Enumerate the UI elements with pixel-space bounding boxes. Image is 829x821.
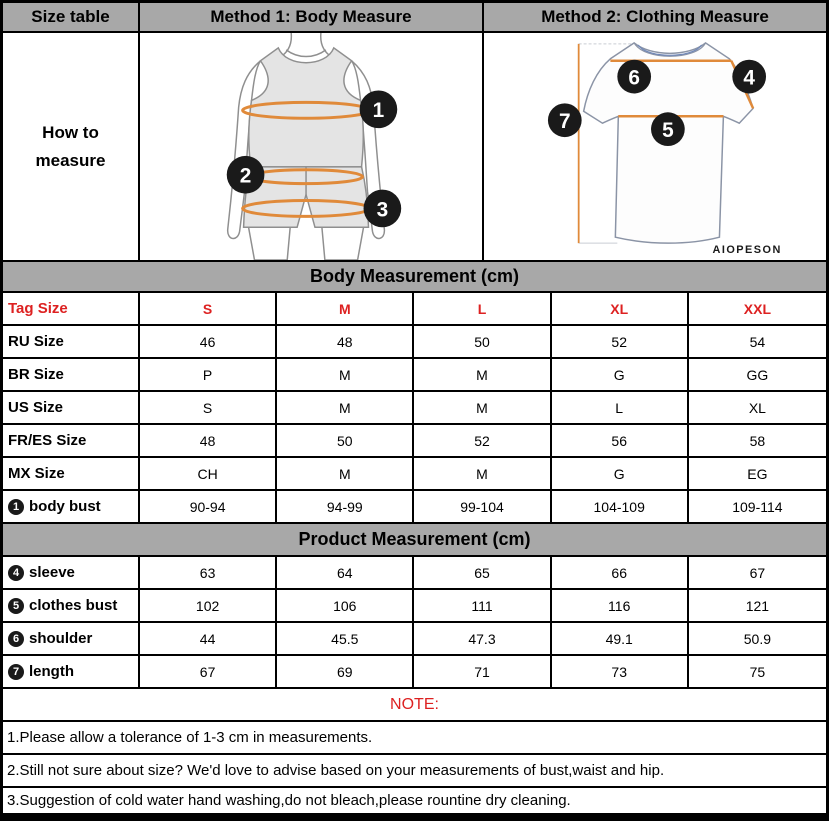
cell-value: M bbox=[414, 392, 551, 425]
body-diagram-svg bbox=[140, 33, 482, 260]
row-marker-badge: 4 bbox=[8, 565, 24, 581]
cell-value: 58 bbox=[689, 425, 826, 458]
svg-text:5: 5 bbox=[662, 119, 674, 143]
row-label bbox=[3, 590, 140, 623]
tag-size-label: Tag Size bbox=[3, 293, 140, 326]
cell-value: G bbox=[552, 458, 689, 491]
cell-value: 67 bbox=[689, 557, 826, 590]
svg-text:3: 3 bbox=[376, 198, 389, 222]
cell-value: 56 bbox=[552, 425, 689, 458]
cell-value: M bbox=[414, 359, 551, 392]
cell-value: 64 bbox=[277, 557, 414, 590]
row-label: US Size bbox=[3, 392, 140, 425]
note-title: NOTE: bbox=[3, 689, 826, 722]
row-label-text: body bust bbox=[29, 498, 101, 515]
shirt-marker-5 bbox=[651, 112, 685, 146]
cell-value: 66 bbox=[552, 557, 689, 590]
cell-value: GG bbox=[689, 359, 826, 392]
cell-value: 109-114 bbox=[689, 491, 826, 524]
chart-header-row bbox=[3, 3, 826, 33]
column-header: S bbox=[140, 293, 277, 326]
shirt-marker-7 bbox=[548, 103, 582, 137]
brand-label: AIOPESON bbox=[712, 244, 782, 257]
product-measurement-table bbox=[3, 557, 826, 689]
cell-value: 52 bbox=[414, 425, 551, 458]
notes-section bbox=[3, 722, 826, 813]
row-label bbox=[3, 557, 140, 590]
cell-value: 63 bbox=[140, 557, 277, 590]
cell-value: 48 bbox=[277, 326, 414, 359]
cell-value: 52 bbox=[552, 326, 689, 359]
row-label-text: shoulder bbox=[29, 630, 93, 647]
cell-value: 71 bbox=[414, 656, 551, 689]
cell-value: 75 bbox=[689, 656, 826, 689]
cell-value: 54 bbox=[689, 326, 826, 359]
note-item: 1.Please allow a tolerance of 1-3 cm in measurements. bbox=[3, 722, 826, 755]
cell-value: M bbox=[414, 458, 551, 491]
shirt-marker-6 bbox=[617, 60, 651, 94]
row-label: BR Size bbox=[3, 359, 140, 392]
body-marker-1 bbox=[360, 90, 398, 128]
cell-value: M bbox=[277, 359, 414, 392]
row-label-text: clothes bust bbox=[29, 597, 118, 614]
body-marker-2 bbox=[227, 156, 265, 194]
column-header: L bbox=[414, 293, 551, 326]
body-measure-diagram bbox=[140, 33, 484, 260]
svg-text:7: 7 bbox=[559, 110, 571, 134]
clothing-measure-diagram bbox=[484, 33, 826, 260]
column-header: XL bbox=[552, 293, 689, 326]
cell-value: 67 bbox=[140, 656, 277, 689]
cell-value: M bbox=[277, 392, 414, 425]
cell-value: 45.5 bbox=[277, 623, 414, 656]
how-to-measure-row bbox=[3, 33, 826, 262]
body-measurement-title: Body Measurement (cm) bbox=[3, 262, 826, 293]
cell-value: G bbox=[552, 359, 689, 392]
row-marker-badge: 1 bbox=[8, 499, 24, 515]
row-marker-badge: 7 bbox=[8, 664, 24, 680]
cell-value: S bbox=[140, 392, 277, 425]
row-label bbox=[3, 623, 140, 656]
cell-value: 49.1 bbox=[552, 623, 689, 656]
cell-value: 65 bbox=[414, 557, 551, 590]
cell-value: 106 bbox=[277, 590, 414, 623]
svg-text:4: 4 bbox=[743, 66, 755, 90]
cell-value: 104-109 bbox=[552, 491, 689, 524]
row-label bbox=[3, 491, 140, 524]
note-item: 2.Still not sure about size? We'd love to advise based on your measurements of bust,waist and hip. bbox=[3, 755, 826, 788]
cell-value: 121 bbox=[689, 590, 826, 623]
cell-value: 48 bbox=[140, 425, 277, 458]
body-marker-3 bbox=[364, 190, 402, 228]
cell-value: 99-104 bbox=[414, 491, 551, 524]
cell-value: 111 bbox=[414, 590, 551, 623]
cell-value: 50.9 bbox=[689, 623, 826, 656]
cell-value: 94-99 bbox=[277, 491, 414, 524]
cell-value: 116 bbox=[552, 590, 689, 623]
how-to-measure-label: How to measure bbox=[3, 33, 140, 260]
size-table-title: Size table bbox=[3, 3, 140, 31]
shirt-diagram-svg bbox=[484, 33, 826, 260]
tank-top-shape bbox=[249, 48, 363, 167]
row-marker-badge: 6 bbox=[8, 631, 24, 647]
row-label-text: length bbox=[29, 663, 74, 680]
row-label: FR/ES Size bbox=[3, 425, 140, 458]
cell-value: P bbox=[140, 359, 277, 392]
cell-value: 44 bbox=[140, 623, 277, 656]
note-item: 3.Suggestion of cold water hand washing,do not bleach,please rountine dry cleaning. bbox=[7, 792, 571, 809]
cell-value: 90-94 bbox=[140, 491, 277, 524]
cell-value: 50 bbox=[414, 326, 551, 359]
cell-value: 73 bbox=[552, 656, 689, 689]
cell-value: 47.3 bbox=[414, 623, 551, 656]
cell-value: 69 bbox=[277, 656, 414, 689]
cell-value: M bbox=[277, 458, 414, 491]
row-marker-badge: 5 bbox=[8, 598, 24, 614]
row-label-text: sleeve bbox=[29, 564, 75, 581]
column-header: M bbox=[277, 293, 414, 326]
method1-title: Method 1: Body Measure bbox=[140, 3, 484, 31]
product-measurement-title: Product Measurement (cm) bbox=[3, 524, 826, 557]
svg-text:1: 1 bbox=[372, 99, 385, 123]
svg-text:2: 2 bbox=[239, 164, 252, 188]
row-label: RU Size bbox=[3, 326, 140, 359]
column-header: XXL bbox=[689, 293, 826, 326]
cell-value: 50 bbox=[277, 425, 414, 458]
method2-title: Method 2: Clothing Measure bbox=[541, 7, 769, 26]
svg-text:6: 6 bbox=[628, 66, 640, 90]
row-label: MX Size bbox=[3, 458, 140, 491]
cell-value: CH bbox=[140, 458, 277, 491]
cell-value: EG bbox=[689, 458, 826, 491]
cell-value: 46 bbox=[140, 326, 277, 359]
cell-value: 102 bbox=[140, 590, 277, 623]
cell-value: XL bbox=[689, 392, 826, 425]
body-measurement-table bbox=[3, 293, 826, 524]
shirt-marker-4 bbox=[732, 60, 766, 94]
row-label bbox=[3, 656, 140, 689]
cell-value: L bbox=[552, 392, 689, 425]
